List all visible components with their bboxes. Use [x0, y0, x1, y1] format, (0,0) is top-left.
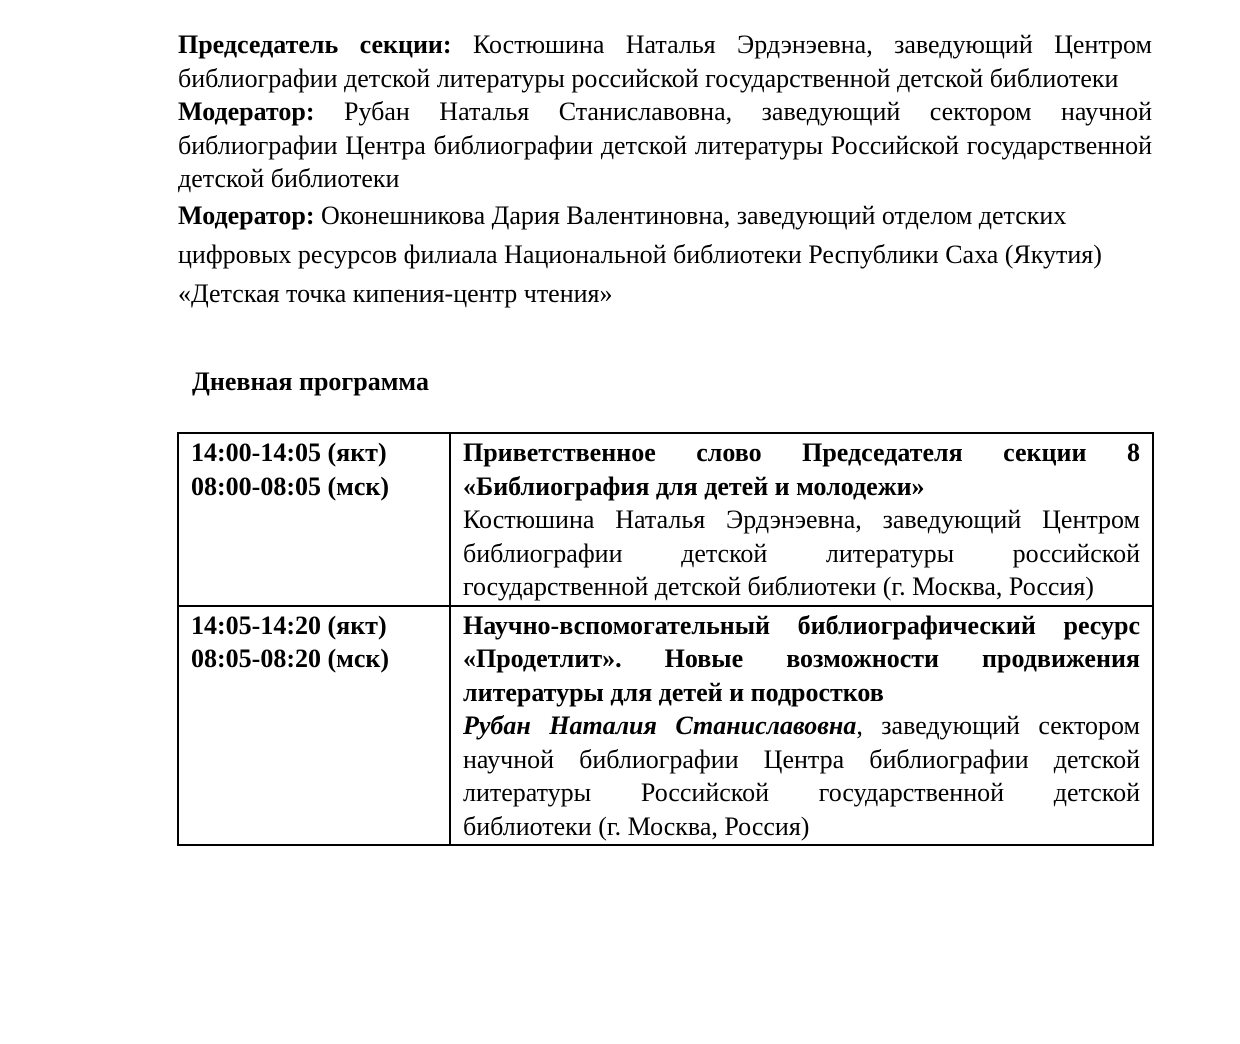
speaker-suffix: ,	[856, 711, 863, 740]
moderator-2-paragraph	[178, 196, 1152, 313]
moderator-1-text: Рубан Наталья Станиславовна, заведующий сектором научной библиографии Центра библиографии детской литературы Российской государственной детской библиотеки	[178, 97, 1153, 193]
moderator-1-label: Модератор:	[178, 97, 315, 126]
time-msk: 08:05-08:20 (мск)	[191, 644, 390, 673]
program-table	[177, 432, 1154, 846]
speaker-name: Рубан Наталия Станиславовна	[463, 711, 857, 740]
time-ykt: 14:05-14:20 (якт)	[191, 610, 387, 640]
talk-title: Научно-вспомогательный библиографический ресурс «Продетлит». Новые возможности продвижения литературы для детей и подростков	[463, 610, 1140, 707]
table-row	[178, 433, 1153, 606]
document-page	[178, 28, 1152, 313]
moderator-2-text: Оконешникова Дария Валентиновна, заведующий отделом детских цифровых ресурсов филиала Национальной библиотеки Республики Саха (Якутия) «Детская точка кипения-центр чтения»	[178, 200, 1102, 308]
time-msk: 08:00-08:05 (мск)	[191, 471, 390, 501]
talk-title: Приветственное слово Председателя секции 8 «Библиография для детей и молодежи»	[463, 438, 1140, 501]
table-row	[178, 606, 1153, 846]
time-cell	[178, 433, 450, 606]
chair-paragraph	[178, 28, 1152, 95]
description-cell	[450, 433, 1153, 606]
time-cell	[178, 606, 450, 846]
moderator-1-paragraph	[178, 95, 1152, 196]
chair-text: Костюшина Наталья Эрдэнэевна, заведующий Центром библиографии детской литературы российской государственной детской библиотеки	[178, 30, 1152, 93]
chair-label: Председатель секции:	[178, 30, 452, 59]
speaker-description: Костюшина Наталья Эрдэнэевна, заведующий Центром библиографии детской литературы российской государственной детской библиотеки (г. Москва, Россия)	[463, 505, 1140, 601]
moderator-2-label: Модератор:	[178, 200, 315, 230]
speaker-description: заведующий сектором научной библиографии Центра библиографии детской литературы Российской государственной детской библиотеки (г. Москва, Россия)	[463, 711, 1140, 841]
time-ykt: 14:00-14:05 (якт)	[191, 438, 387, 467]
description-cell	[450, 606, 1153, 846]
program-title: Дневная программа	[192, 367, 429, 396]
